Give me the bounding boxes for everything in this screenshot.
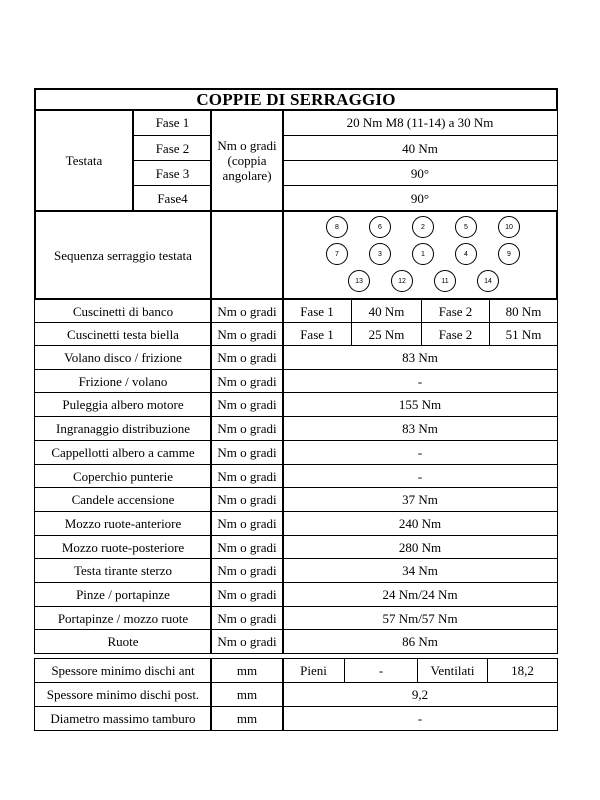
row-value: -	[282, 440, 558, 465]
disc-front-type1: Pieni	[282, 658, 345, 683]
row-unit: Nm o gradi	[210, 511, 284, 536]
disc-front-type2: Ventilati	[417, 658, 488, 683]
row-unit: Nm o gradi	[210, 416, 284, 441]
bearing-row-phase1: Fase 1	[282, 299, 352, 323]
row-unit: Nm o gradi	[210, 535, 284, 559]
row-value: 280 Nm	[282, 535, 558, 559]
row-unit: Nm o gradi	[210, 558, 284, 583]
testata-phase-3: Fase 3	[133, 160, 212, 186]
bearing-row-value2: 51 Nm	[489, 322, 558, 346]
bottom-row-value: 9,2	[282, 682, 558, 707]
row-value: 34 Nm	[282, 558, 558, 583]
row-label: Testa tirante sterzo	[34, 558, 212, 583]
bolt-circle: 1	[412, 243, 434, 265]
disc-front-label: Spessore minimo dischi ant	[34, 658, 212, 683]
bolt-circle: 2	[412, 216, 434, 238]
row-unit: Nm o gradi	[210, 606, 284, 630]
row-value: 24 Nm/24 Nm	[282, 582, 558, 607]
testata-value-1: 20 Nm M8 (11-14) a 30 Nm	[282, 109, 558, 136]
row-label: Mozzo ruote-posteriore	[34, 535, 212, 559]
bearing-row-value1: 40 Nm	[351, 299, 422, 323]
row-label: Frizione / volano	[34, 369, 212, 393]
testata-value-4: 90°	[282, 185, 558, 212]
bottom-row-label: Spessore minimo dischi post.	[34, 682, 212, 707]
row-value: 83 Nm	[282, 345, 558, 370]
row-unit: Nm o gradi	[210, 345, 284, 370]
row-unit: Nm o gradi	[210, 464, 284, 488]
bottom-row-unit: mm	[210, 706, 284, 731]
row-value: -	[282, 464, 558, 488]
row-label: Coperchio punterie	[34, 464, 212, 488]
row-label: Volano disco / frizione	[34, 345, 212, 370]
bearing-row-value1: 25 Nm	[351, 322, 422, 346]
row-unit: Nm o gradi	[210, 440, 284, 465]
row-label: Ingranaggio distribuzione	[34, 416, 212, 441]
bolt-circle: 7	[326, 243, 348, 265]
row-value: 86 Nm	[282, 629, 558, 654]
disc-front-unit: mm	[210, 658, 284, 683]
bolt-circle: 4	[455, 243, 477, 265]
disc-front-value1: -	[344, 658, 418, 683]
row-label: Cappellotti albero a camme	[34, 440, 212, 465]
bolt-circle: 8	[326, 216, 348, 238]
torque-sheet	[34, 88, 558, 731]
bottom-row-label: Diametro massimo tamburo	[34, 706, 212, 731]
bolt-circle: 13	[348, 270, 370, 292]
row-label: Candele accensione	[34, 487, 212, 512]
sequence-label: Sequenza serraggio testata	[34, 210, 212, 300]
bearing-row-phase1: Fase 1	[282, 322, 352, 346]
bottom-row-value: -	[282, 706, 558, 731]
bearing-row-label: Cuscinetti di banco	[34, 299, 212, 323]
bolt-circle: 3	[369, 243, 391, 265]
testata-phase-4: Fase4	[133, 185, 212, 212]
row-label: Pinze / portapinze	[34, 582, 212, 607]
row-value: 83 Nm	[282, 416, 558, 441]
bolt-circle: 5	[455, 216, 477, 238]
testata-label: Testata	[34, 109, 134, 212]
page-title: COPPIE DI SERRAGGIO	[34, 88, 558, 111]
bearing-row-phase2: Fase 2	[421, 299, 490, 323]
bearing-row-label: Cuscinetti testa biella	[34, 322, 212, 346]
row-unit: Nm o gradi	[210, 582, 284, 607]
bearing-row-unit: Nm o gradi	[210, 299, 284, 323]
row-label: Ruote	[34, 629, 212, 654]
testata-value-3: 90°	[282, 160, 558, 186]
testata-value-2: 40 Nm	[282, 135, 558, 161]
sequence-unit-empty	[210, 210, 284, 300]
row-label: Portapinze / mozzo ruote	[34, 606, 212, 630]
row-value: 37 Nm	[282, 487, 558, 512]
bottom-row-unit: mm	[210, 682, 284, 707]
testata-unit: Nm o gradi (coppia angolare)	[210, 109, 284, 212]
row-label: Mozzo ruote-anteriore	[34, 511, 212, 536]
bolt-circle: 6	[369, 216, 391, 238]
row-unit: Nm o gradi	[210, 487, 284, 512]
row-value: 240 Nm	[282, 511, 558, 536]
row-value: -	[282, 369, 558, 393]
bolt-circle: 12	[391, 270, 413, 292]
bearing-row-unit: Nm o gradi	[210, 322, 284, 346]
bolt-circle: 10	[498, 216, 520, 238]
row-unit: Nm o gradi	[210, 392, 284, 417]
testata-phase-2: Fase 2	[133, 135, 212, 161]
row-unit: Nm o gradi	[210, 629, 284, 654]
row-unit: Nm o gradi	[210, 369, 284, 393]
bolt-circle: 9	[498, 243, 520, 265]
row-value: 57 Nm/57 Nm	[282, 606, 558, 630]
bearing-row-phase2: Fase 2	[421, 322, 490, 346]
row-value: 155 Nm	[282, 392, 558, 417]
testata-phase-1: Fase 1	[133, 109, 212, 136]
disc-front-value2: 18,2	[487, 658, 558, 683]
bolt-circle: 14	[477, 270, 499, 292]
bolt-sequence-diagram	[282, 210, 558, 300]
bolt-circle: 11	[434, 270, 456, 292]
bearing-row-value2: 80 Nm	[489, 299, 558, 323]
row-label: Puleggia albero motore	[34, 392, 212, 417]
